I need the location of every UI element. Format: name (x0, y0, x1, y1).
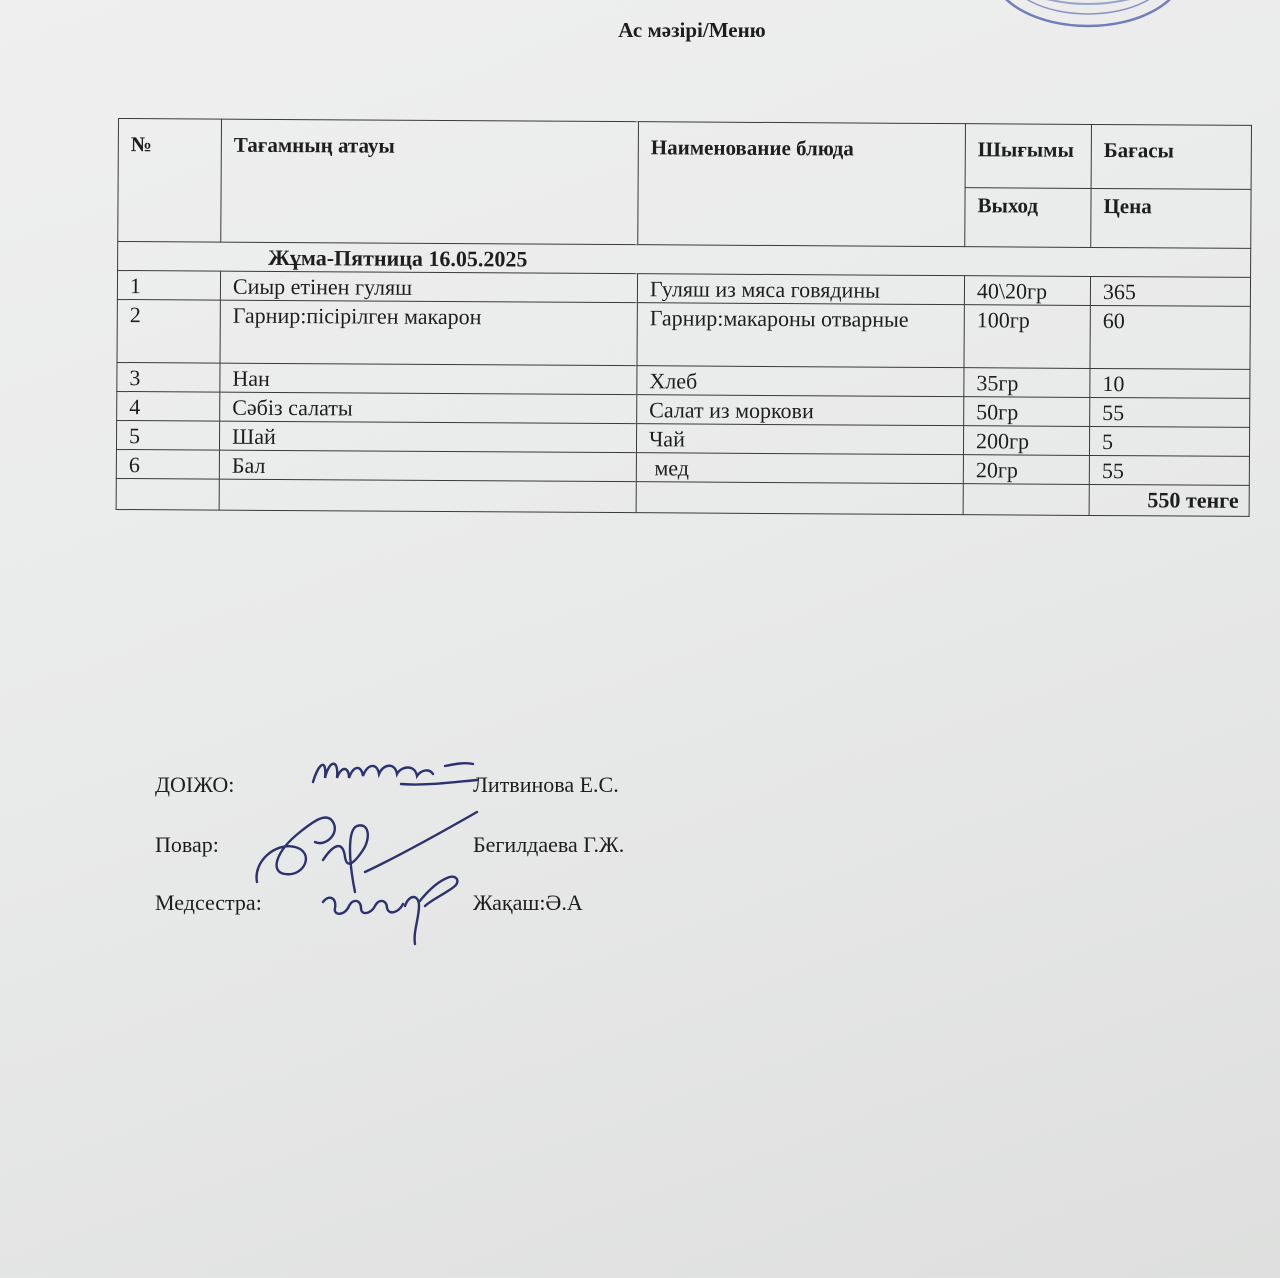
dish-name-kz: Сиыр етінен гуляш (220, 271, 637, 303)
dish-name-kz: Нан (220, 363, 637, 395)
signer-name: Жақаш:Ә.А (473, 890, 583, 915)
empty-cell (636, 482, 963, 515)
dish-name-kz: Бал (219, 450, 636, 482)
dish-yield: 100гр (964, 305, 1090, 369)
signer-role: ДОІЖО: (155, 772, 235, 797)
dish-yield: 20гр (963, 455, 1089, 485)
dish-name-ru: Гуляш из мяса говядины (637, 274, 964, 305)
dish-name-ru: Хлеб (637, 366, 964, 397)
row-number: 4 (117, 391, 220, 421)
dish-name-kz: Гарнир:пісірілген макарон (220, 300, 637, 366)
dish-yield: 40\20гр (964, 276, 1090, 306)
row-number: 6 (116, 449, 219, 479)
header-yield-kz: Шығымы (965, 124, 1091, 188)
table-row (117, 299, 1250, 369)
total-price: 550 тенге (1089, 484, 1249, 516)
dish-price: 60 (1090, 305, 1250, 369)
dish-name-ru: Салат из моркови (637, 395, 964, 426)
row-number: 1 (117, 271, 220, 301)
row-number: 3 (117, 362, 220, 392)
dish-yield: 50гр (964, 397, 1090, 427)
dish-name-ru: Гарнир:макароны отварные (637, 303, 964, 368)
header-price-kz: Бағасы (1091, 124, 1251, 189)
empty-cell (219, 479, 636, 513)
header-name-kz: Тағамның атауы (221, 119, 639, 245)
row-number: 2 (117, 299, 220, 363)
document-title: Ас мәзірі/Меню (618, 18, 766, 42)
dish-yield: 200гр (963, 426, 1089, 456)
table-header-row (118, 119, 1251, 190)
dish-price: 5 (1089, 426, 1249, 456)
header-yield-ru: Выход (965, 187, 1091, 247)
signer-name: Литвинова Е.С. (473, 772, 619, 797)
dish-price: 55 (1089, 455, 1249, 485)
header-name-ru: Наименование блюда (638, 122, 966, 247)
empty-cell (963, 484, 1089, 516)
signature-block (155, 772, 855, 972)
dish-yield: 35гр (964, 368, 1090, 398)
dish-name-kz: Шай (219, 421, 636, 453)
signature-line (155, 832, 755, 872)
dish-price: 10 (1090, 368, 1250, 398)
signer-name: Бегилдаева Г.Ж. (473, 832, 625, 857)
day-label: Жұма-Пятница 16.05.2025 (118, 242, 1251, 278)
total-row (116, 478, 1249, 516)
row-number: 5 (116, 420, 219, 450)
signature-line (155, 890, 755, 930)
dish-name-ru: Чай (636, 424, 963, 455)
signature-line (155, 772, 755, 812)
menu-table (116, 118, 1252, 517)
signer-role: Медсестра: (155, 890, 262, 915)
dish-price: 55 (1090, 397, 1250, 427)
signer-role: Повар: (155, 832, 219, 857)
dish-name-ru: мед (636, 453, 963, 484)
header-number: № (118, 119, 222, 243)
dish-name-kz: Сәбіз салаты (220, 392, 637, 424)
empty-cell (116, 478, 219, 510)
dish-price: 365 (1090, 276, 1250, 306)
header-price-ru: Цена (1091, 188, 1251, 248)
